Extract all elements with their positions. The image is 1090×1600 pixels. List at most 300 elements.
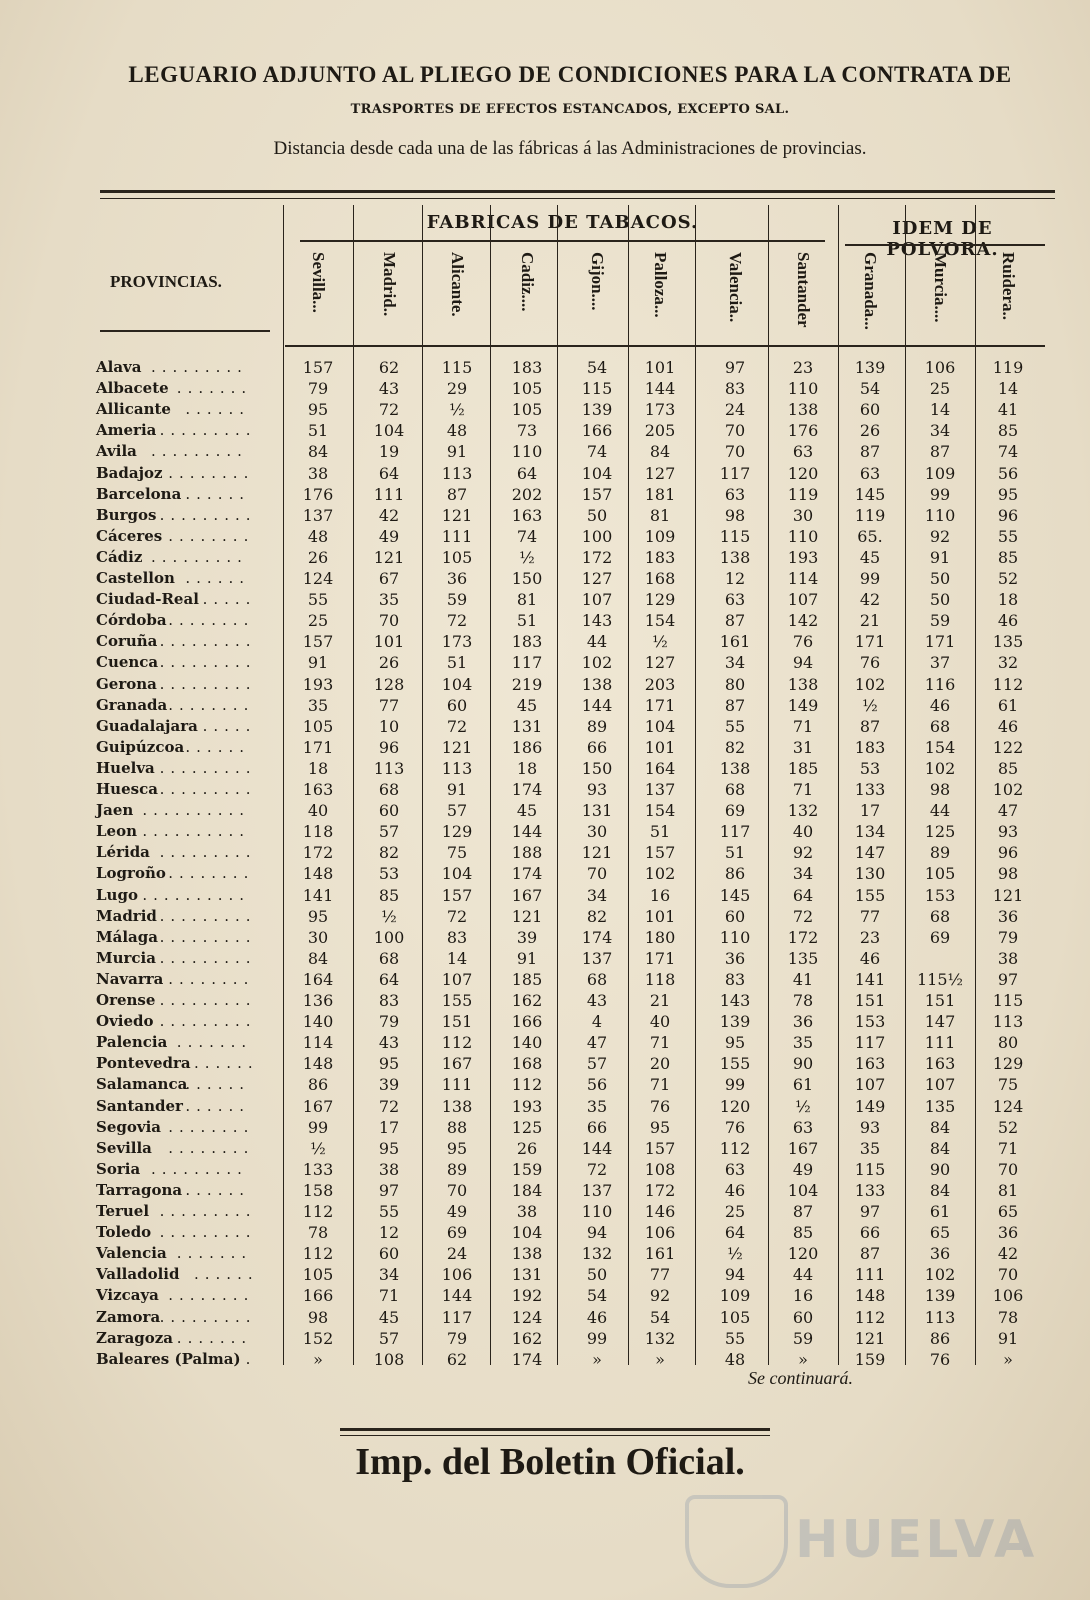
distance-cell: 93 [859,1117,881,1137]
distance-cell: 59 [929,611,951,631]
distance-cell: 46 [997,716,1019,736]
distance-cell: 36 [724,948,746,968]
distance-cell: 118 [644,969,676,989]
column-header [988,252,1028,342]
distance-cell: 186 [511,737,543,757]
distance-cell: 51 [516,611,538,631]
distance-cell: 183 [511,632,543,652]
distance-cell: 71 [649,1075,671,1095]
distance-cell: 71 [649,1033,671,1053]
province-name: Toledo [96,1223,152,1242]
distance-cell: 65. [857,526,883,546]
table-row [0,464,1090,485]
distance-cell: 174 [581,927,613,947]
distance-cell: 171 [854,632,886,652]
province-name: Vizcaya [96,1286,159,1305]
province-name: Coruña [96,632,158,651]
distance-cell: 137 [581,1180,613,1200]
distance-cell: 157 [441,885,473,905]
distance-cell: 57 [446,801,468,821]
distance-cell: 132 [644,1328,676,1348]
distance-cell: 99 [724,1075,746,1095]
distance-cell: 119 [854,505,886,525]
distance-cell: 37 [929,653,951,673]
distance-cell: 152 [302,1328,334,1348]
distance-caption: Distancia desde cada una de las fábricas á las Administraciones de provincias. [273,138,867,159]
distance-cell: 155 [854,885,886,905]
distance-cell: 70 [724,421,746,441]
leader-dots: ........ [168,1138,255,1157]
leader-dots: ........ [168,463,255,482]
group-tabacos-underline [300,240,825,242]
distance-cell: 60 [724,906,746,926]
distance-cell: 70 [378,611,400,631]
leader-dots: ......... [151,1159,248,1178]
leader-dots: ......... [151,547,248,566]
distance-cell: 25 [929,379,951,399]
column-header [715,252,755,342]
distance-cell: 4 [591,1012,603,1032]
leader-dots: ......... [159,632,257,651]
distance-cell: 83 [724,969,746,989]
distance-cell: 99 [859,569,881,588]
leader-dots: ...... [185,1180,250,1199]
distance-cell: 50 [586,1265,608,1285]
leader-dots: ...... [185,737,250,756]
distance-cell: 121 [992,885,1024,905]
table-row [0,1286,1090,1307]
distance-cell: 121 [441,505,473,525]
leader-dots: ........ [168,864,255,883]
distance-cell: 154 [924,737,956,757]
distance-cell: 14 [446,948,468,968]
table-row [0,653,1090,674]
distance-cell: 104 [373,421,405,441]
distance-cell: 118 [302,822,334,842]
distance-cell: 55 [997,526,1019,546]
distance-cell: 79 [446,1328,468,1348]
distance-cell: 86 [929,1328,951,1348]
distance-cell: 167 [787,1138,819,1158]
distance-cell: 185 [511,969,543,989]
distance-cell: 52 [997,569,1019,588]
distance-cell: 72 [792,906,814,926]
distance-cell: 162 [511,1328,543,1348]
distance-cell: 135 [787,948,819,968]
distance-cell: 180 [644,927,676,947]
distance-cell: 46 [724,1180,746,1200]
distance-cell: 64 [378,463,400,483]
table-row [0,928,1090,949]
distance-cell: 101 [644,906,676,926]
distance-cell: 84 [929,1180,951,1200]
distance-cell: 110 [787,379,819,399]
provincias-header: PROVINCIAS. [110,272,222,291]
distance-cell: 83 [724,379,746,399]
distance-cell: 134 [854,822,886,842]
distance-cell: 145 [854,484,886,504]
distance-cell: 75 [446,843,468,863]
distance-cell: 106 [924,358,956,377]
distance-cell: 98 [929,780,951,799]
distance-cell: 147 [854,843,886,863]
distance-cell: 115 [441,358,473,377]
column-header-label: Madrid.. [380,252,399,317]
distance-cell: 85 [997,547,1019,567]
distance-cell: 46 [859,948,881,968]
distance-cell: 68 [586,969,608,989]
distance-cell: 144 [511,822,543,842]
distance-cell: 144 [581,1138,613,1158]
distance-cell: 110 [511,442,543,462]
distance-cell: 78 [307,1223,329,1243]
table-row [0,675,1090,696]
distance-cell: 203 [644,674,676,694]
distance-cell: 119 [992,358,1024,377]
distance-cell: 64 [792,885,814,905]
distance-cell: 77 [378,695,400,715]
distance-cell: 44 [586,632,608,652]
distance-cell: 70 [724,442,746,462]
distance-cell: 87 [724,695,746,715]
distance-cell: 82 [724,737,746,757]
distance-cell: 76 [792,632,814,652]
distance-cell: 151 [854,991,886,1010]
distance-cell: 136 [302,991,334,1010]
distance-cell: 50 [586,505,608,525]
distance-cell: 70 [586,864,608,884]
province-name: Zamora [96,1307,161,1326]
leader-dots: ......... [159,1202,257,1220]
distance-cell: 70 [997,1159,1019,1179]
leader-dots: ......... [159,906,257,925]
distance-cell: 57 [378,1328,400,1348]
group-polvora-label: IDEM DE POLVORA. [886,218,999,260]
distance-cell: 138 [441,1096,473,1116]
distance-cell: 68 [929,906,951,926]
distance-cell: 77 [649,1265,671,1285]
distance-cell: 60 [859,400,881,420]
distance-cell: 81 [516,590,538,610]
distance-cell: 144 [441,1286,473,1306]
distance-cell: 31 [792,737,814,757]
leader-dots: . [245,1349,257,1368]
distance-cell: 87 [792,1202,814,1221]
distance-cell: 131 [581,801,613,821]
province-name: Albacete [96,379,169,398]
distance-cell: 100 [581,526,613,546]
distance-cell: ½ [381,906,397,926]
distance-cell: 141 [302,885,334,905]
distance-cell: 109 [924,463,956,483]
distance-cell: 137 [302,505,334,525]
leader-dots: .......... [142,885,251,904]
table-row [0,949,1090,970]
distance-cell: 95 [997,484,1019,504]
distance-cell: 144 [644,379,676,399]
province-name: Guadalajara [96,716,198,735]
distance-cell: 151 [924,991,956,1010]
distance-cell: 143 [719,991,751,1010]
leader-dots: ......... [159,1223,257,1242]
distance-cell: 166 [581,421,613,441]
column-header [920,252,960,342]
distance-cell: 64 [516,463,538,483]
distance-cell: 132 [581,1244,613,1264]
distance-cell: 30 [307,927,329,947]
distance-cell: 71 [792,780,814,799]
distance-cell: 107 [441,969,473,989]
distance-cell: 84 [649,442,671,462]
distance-cell: 173 [441,632,473,652]
distance-cell: 72 [378,1096,400,1116]
distance-cell: 105 [511,400,543,420]
distance-cell: 30 [586,822,608,842]
column-header-label: Sevilla... [309,252,328,313]
distance-cell: 18 [516,758,538,778]
leader-dots: ......... [159,1012,257,1031]
distance-cell: 117 [719,463,751,483]
distance-cell: ½ [519,547,535,567]
distance-cell: 117 [511,653,543,673]
table-row [0,738,1090,759]
leader-dots: ....... [176,1033,253,1052]
province-name: Cádiz [96,547,143,566]
document-subtitle: TRASPORTES DE EFECTOS ESTANCADOS, EXCEPTO SAL. [350,102,790,117]
distance-cell: 148 [302,1054,334,1074]
column-header-label: Granada... [861,252,880,330]
distance-cell: 183 [854,737,886,757]
distance-cell: 105 [441,547,473,567]
distance-cell: 77 [859,906,881,926]
distance-cell: 63 [859,463,881,483]
group-polvora-underline [845,244,1045,246]
distance-cell: 38 [378,1159,400,1179]
distance-cell: 75 [997,1075,1019,1095]
distance-cell: 112 [992,674,1024,694]
table-row [0,442,1090,463]
distance-cell: 82 [378,843,400,863]
distance-cell: 128 [373,674,405,694]
distance-cell: 46 [997,611,1019,631]
leader-dots: ...... [194,1265,259,1284]
footer-rule [340,1428,770,1436]
distance-cell: 145 [719,885,751,905]
distance-cell: 125 [924,822,956,842]
province-name: Huesca [96,780,158,798]
province-name: Ciudad-Real [96,590,199,609]
distance-cell: 30 [792,505,814,525]
province-name: Teruel [96,1202,150,1220]
distance-cell: 95 [378,1138,400,1158]
distance-cell: 171 [644,948,676,968]
province-name: Alava [96,358,142,376]
distance-cell: 105 [924,864,956,884]
distance-cell: 12 [724,569,746,588]
distance-cell: 89 [929,843,951,863]
distance-cell: 102 [924,758,956,778]
distance-cell: 122 [992,737,1024,757]
leader-dots: ......... [151,442,248,461]
distance-cell: 69 [446,1223,468,1243]
distance-cell: 44 [792,1265,814,1285]
distance-cell: 88 [446,1117,468,1137]
distance-cell: 60 [792,1307,814,1327]
province-name: Salamanca [96,1075,188,1094]
distance-cell: 53 [859,758,881,778]
provincias-underline [100,330,270,332]
distance-cell: 138 [787,400,819,420]
distance-cell: 112 [441,1033,473,1053]
distance-cell: 47 [586,1033,608,1053]
distance-cell: 61 [792,1075,814,1095]
distance-cell: 174 [511,864,543,884]
distance-cell: 138 [511,1244,543,1264]
distance-cell: 25 [724,1202,746,1221]
distance-cell: 96 [997,505,1019,525]
distance-cell: 117 [441,1307,473,1327]
distance-cell: 35 [792,1033,814,1053]
distance-cell: 80 [724,674,746,694]
distance-cell: 69 [929,927,951,947]
distance-cell: 54 [586,1286,608,1306]
table-row [0,611,1090,632]
leader-dots: ......... [159,421,257,440]
distance-cell: 41 [997,400,1019,420]
province-name: Gerona [96,674,157,693]
distance-cell: 115 [719,526,751,546]
distance-cell: 50 [929,590,951,610]
distance-cell: 55 [378,1202,400,1221]
distance-cell: 129 [992,1054,1024,1074]
province-name: Zaragoza [96,1328,174,1347]
distance-cell: 92 [649,1286,671,1306]
distance-cell: 163 [302,780,334,799]
distance-cell: 164 [302,969,334,989]
distance-cell: 171 [924,632,956,652]
distance-cell: 44 [929,801,951,821]
leader-dots: ........ [168,1117,255,1136]
distance-cell: 54 [586,358,608,377]
distance-cell: 193 [511,1096,543,1116]
distance-cell: 192 [511,1286,543,1306]
province-name: Lugo [96,885,138,904]
distance-cell: 45 [516,695,538,715]
distance-cell: 104 [441,864,473,884]
table-row [0,1033,1090,1054]
distance-cell: 143 [581,611,613,631]
table-row [0,1097,1090,1118]
distance-cell: 68 [378,780,400,799]
distance-cell: 117 [719,822,751,842]
distance-cell: 79 [378,1012,400,1032]
distance-cell: 135 [992,632,1024,652]
distance-cell: 148 [302,864,334,884]
distance-cell: 132 [787,801,819,821]
table-row [0,1223,1090,1244]
coat-of-arms-icon [685,1495,788,1588]
distance-cell: 171 [302,737,334,757]
distance-cell: 66 [859,1223,881,1243]
distance-cell: 55 [724,716,746,736]
column-header-label: Ruidera.. [999,252,1018,320]
distance-cell: 98 [724,505,746,525]
leader-dots: ......... [159,758,257,777]
table-row [0,1054,1090,1075]
column-header-label: Cadiz.... [518,252,537,312]
distance-cell: 55 [724,1328,746,1348]
leader-dots: ........ [168,526,255,545]
distance-cell: 63 [724,590,746,610]
distance-cell: 76 [929,1349,951,1369]
table-row [0,1160,1090,1181]
distance-cell: 127 [644,463,676,483]
distance-cell: 113 [441,758,473,778]
distance-cell: 87 [859,442,881,462]
distance-cell: 154 [644,611,676,631]
column-header [369,252,409,342]
distance-cell: 79 [997,927,1019,947]
distance-cell: 95 [649,1117,671,1137]
distance-cell: 24 [724,400,746,420]
leader-dots: ....... [176,1328,253,1347]
distance-cell: ½ [449,400,465,420]
distance-cell: 133 [854,1180,886,1200]
distance-cell: 91 [929,547,951,567]
distance-cell: 14 [929,400,951,420]
distance-cell: 60 [446,695,468,715]
distance-cell: 95 [446,1138,468,1158]
distance-cell: 129 [644,590,676,610]
distance-cell: 42 [859,590,881,610]
distance-cell: 53 [378,864,400,884]
distance-cell: 89 [586,716,608,736]
distance-cell: ½ [862,695,878,715]
distance-cell: 95 [378,1054,400,1074]
distance-cell: 71 [997,1138,1019,1158]
distance-cell: 29 [446,379,468,399]
distance-cell: 150 [581,758,613,778]
distance-cell: 85 [792,1223,814,1243]
distance-cell: 49 [446,1202,468,1221]
distance-cell: 61 [929,1202,951,1221]
distance-cell: 109 [644,526,676,546]
distance-cell: 16 [649,885,671,905]
distance-cell: 26 [859,421,881,441]
distance-cell: 167 [511,885,543,905]
distance-cell: 124 [992,1096,1024,1116]
distance-cell: 105 [302,716,334,736]
province-name: Burgos [96,505,157,524]
table-row [0,358,1090,379]
distance-cell: 105 [511,379,543,399]
distance-cell: 63 [792,1117,814,1137]
column-header [507,252,547,342]
distance-cell: 97 [859,1202,881,1221]
distance-cell: 110 [924,505,956,525]
distance-cell: 127 [581,569,613,588]
distance-cell: 72 [446,716,468,736]
province-name: Avila [96,442,137,461]
distance-cell: 48 [724,1349,746,1369]
distance-cell: 78 [997,1307,1019,1327]
distance-cell: 43 [378,1033,400,1053]
table-row [0,696,1090,717]
distance-cell: 21 [649,991,671,1010]
province-name: Navarra [96,969,164,988]
province-name: Baleares (Palma) [96,1349,241,1368]
distance-cell: 101 [644,358,676,377]
